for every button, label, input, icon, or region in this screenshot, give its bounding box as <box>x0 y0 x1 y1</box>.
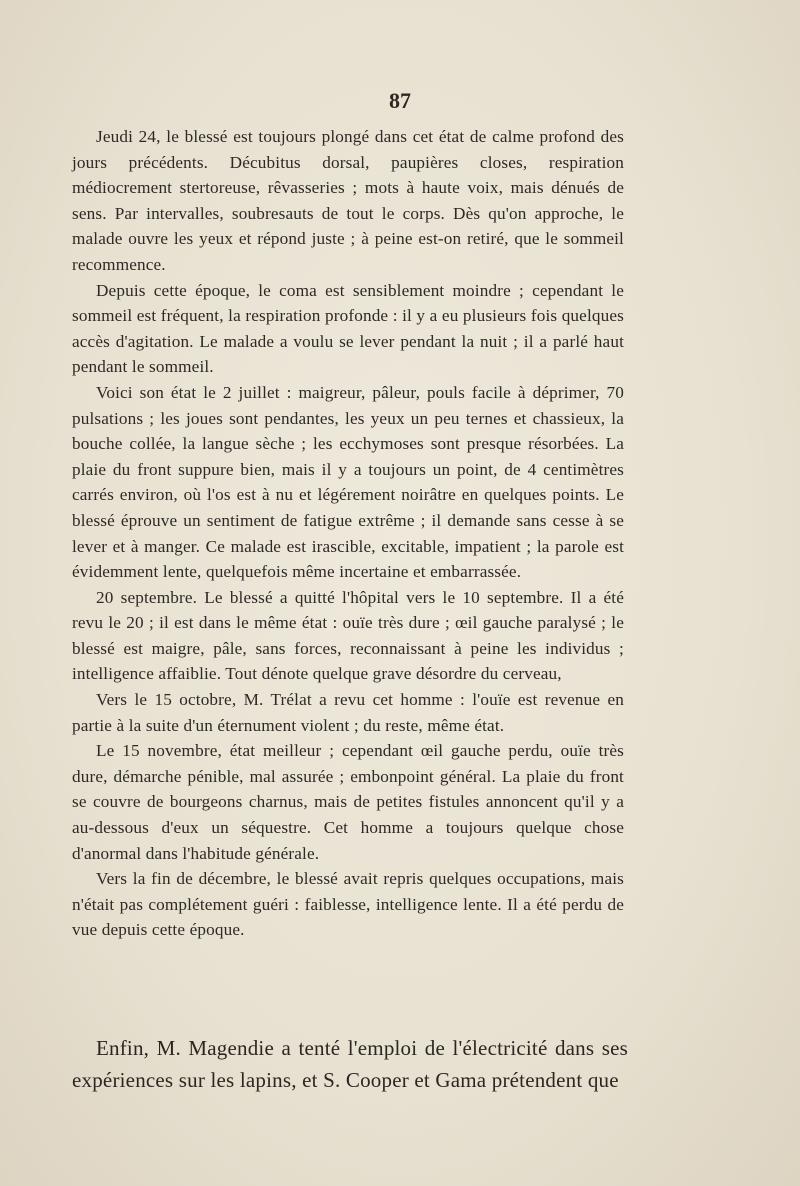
paragraph: Le 15 novembre, état meilleur ; cependant œil gauche perdu, ouïe très dure, démarche pénible, mal assurée ; embonpoint général. La plaie du front se couvre de bourgeons charnus, mais de petites fistules annoncent qu'il y a au-dessous d'eux un séquestre. Cet homme a toujours quelque chose d'anormal dans l'habitude générale. <box>72 741 624 863</box>
case-report-text <box>72 124 624 943</box>
paragraph: Voici son état le 2 juillet : maigreur, pâleur, pouls facile à déprimer, 70 pulsations ; les joues sont pendantes, les yeux un peu ternes et chassieux, la bouche collée, la langue sèche ; les ecchymoses sont presque résorbées. La plaie du front suppure bien, mais il y a toujours un point, de 4 centimètres carrés environ, où l'os est à nu et légérement noirâtre en quelques points. Le blessé éprouve un sentiment de fatigue extrême ; il demande sans cesse à se lever et à manger. Ce malade est irascible, excitable, impatient ; la parole est évidemment lente, quelquefois même incertaine et embarrassée. <box>72 382 624 582</box>
paragraph: 20 septembre. Le blessé a quitté l'hôpital vers le 10 septembre. Il a été revu le 20 ; il est dans le même état : ouïe très dure ; œil gauche paralysé ; le blessé est maigre, pâle, sans forces, reconnaissant à peine les individus ; intelligence affaiblie. Tout dénote quelque grave désordre du cerveau, <box>72 587 624 684</box>
paragraph: Vers le 15 octobre, M. Trélat a revu cet homme : l'ouïe est revenue en partie à la suite d'un éternument violent ; du reste, même état. <box>72 690 624 735</box>
paragraph: Depuis cette époque, le coma est sensiblement moindre ; cependant le sommeil est fréquent, la respiration profonde : il y a eu plusieurs fois quelques accès d'agitation. Le malade a voulu se lever pendant la nuit ; il a parlé haut pendant le sommeil. <box>72 280 624 377</box>
main-text-continuation <box>72 1032 628 1096</box>
paragraph: Enfin, M. Magendie a tenté l'emploi de l'électricité dans ses expériences sur les lapins, et S. Cooper et Gama prétendent que <box>72 1036 628 1092</box>
paragraph: Jeudi 24, le blessé est toujours plongé dans cet état de calme profond des jours précédents. Décubitus dorsal, paupières closes, respiration médiocrement stertoreuse, rêvasseries ; mots à haute voix, mais dénués de sens. Par intervalles, soubresauts de tout le corps. Dès qu'on approche, le malade ouvre les yeux et répond juste ; à peine est-on retiré, que le sommeil recommence. <box>72 127 624 274</box>
page-number: 87 <box>389 88 411 113</box>
paragraph: Vers la fin de décembre, le blessé avait repris quelques occupations, mais n'était pas complétement guéri : faiblesse, intelligence lente. Il a été perdu de vue depuis cette époque. <box>72 869 624 940</box>
